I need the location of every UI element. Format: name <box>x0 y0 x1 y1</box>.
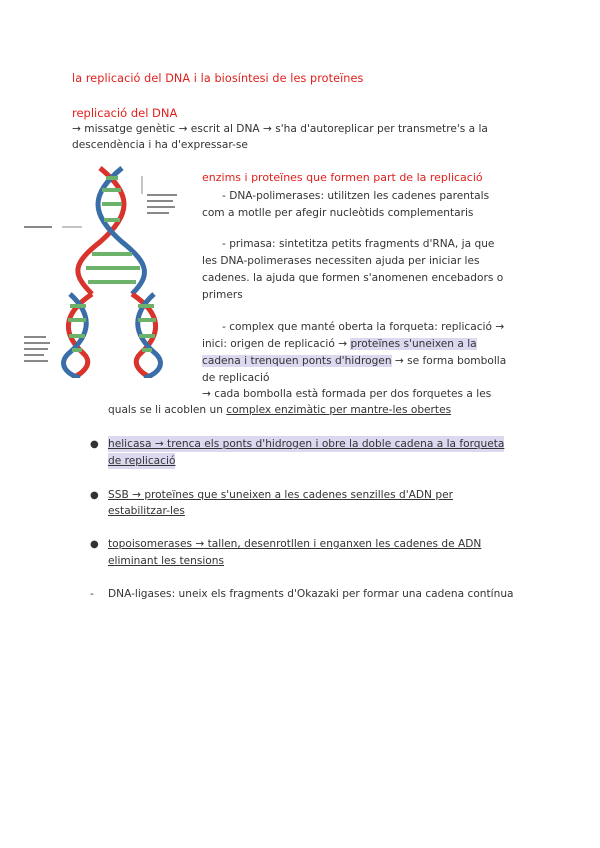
primasa-line3: cadenes. la ajuda que formen s'anomenen encebadors o <box>202 272 504 284</box>
complex-line3-text: → se forma bombolla <box>391 355 507 367</box>
bullet-dot: ● <box>90 490 99 501</box>
ssb-line2: estabilitzar-les <box>108 505 185 517</box>
complex-line6-text: quals se li acoblen un <box>108 404 227 416</box>
helicasa-line1: helicasa → trenca els ponts d'hidrogen i obre la doble cadena a la forqueta <box>108 438 505 450</box>
complex-line3 <box>202 353 506 369</box>
complex-line5: → cada bombolla està formada per dos forquetes a les <box>202 388 492 400</box>
complex-line6-underlined: complex enzimàtic per mantre-les obertes <box>226 404 452 416</box>
section-intro: → missatge genètic → escrit al DNA → s'ha d'autoreplicar per transmetre's a la descendència i ha d'expressar-se <box>72 123 488 151</box>
complex-line2-highlight: proteïnes s'uneixen a la <box>350 338 477 350</box>
complex-line6 <box>108 402 451 418</box>
helicasa-line2: de replicació <box>108 455 176 467</box>
complex-line3-highlight: cadena i trenquen ponts d'hidrogen <box>202 355 392 367</box>
dna-replication-image <box>22 164 202 378</box>
dna-polymerases-line2: com a motlle per afegir nucleòtids complementaris <box>202 207 474 219</box>
complex-line2 <box>202 336 477 352</box>
page-title: la replicació del DNA i la biosíntesi de les proteïnes <box>72 72 364 85</box>
topoisomerases-line1: topoisomerases → tallen, desenrotllen i enganxen les cadenes de ADN <box>108 538 482 550</box>
bullet-dot: ● <box>90 539 99 550</box>
topoisomerases-line2: eliminant les tensions <box>108 555 225 567</box>
enzymes-heading: enzims i proteïnes que formen part de la replicació <box>202 171 483 184</box>
complex-line1: - complex que manté oberta la forqueta: replicació → <box>222 321 505 333</box>
complex-line4: de replicació <box>202 372 270 384</box>
dash-marker: - <box>90 588 94 600</box>
section-heading: replicació del DNA <box>72 106 178 120</box>
ssb-line1: SSB → proteïnes que s'uneixen a les cadenes senzilles d'ADN per <box>108 489 453 501</box>
primasa-line1: - primasa: sintetitza petits fragments d'RNA, ja que <box>222 238 495 250</box>
complex-line2-text: inici: origen de replicació → <box>202 338 351 350</box>
dna-polymerases-line1: - DNA-polimerases: utilitzen les cadenes parentals <box>222 190 490 202</box>
dna-ligases-line: DNA-ligases: uneix els fragments d'Okazaki per formar una cadena contínua <box>108 588 514 600</box>
primasa-line4: primers <box>202 289 243 301</box>
bullet-dot: ● <box>90 439 99 450</box>
primasa-line2: les DNA-polimerases necessiten ajuda per iniciar les <box>202 255 480 267</box>
